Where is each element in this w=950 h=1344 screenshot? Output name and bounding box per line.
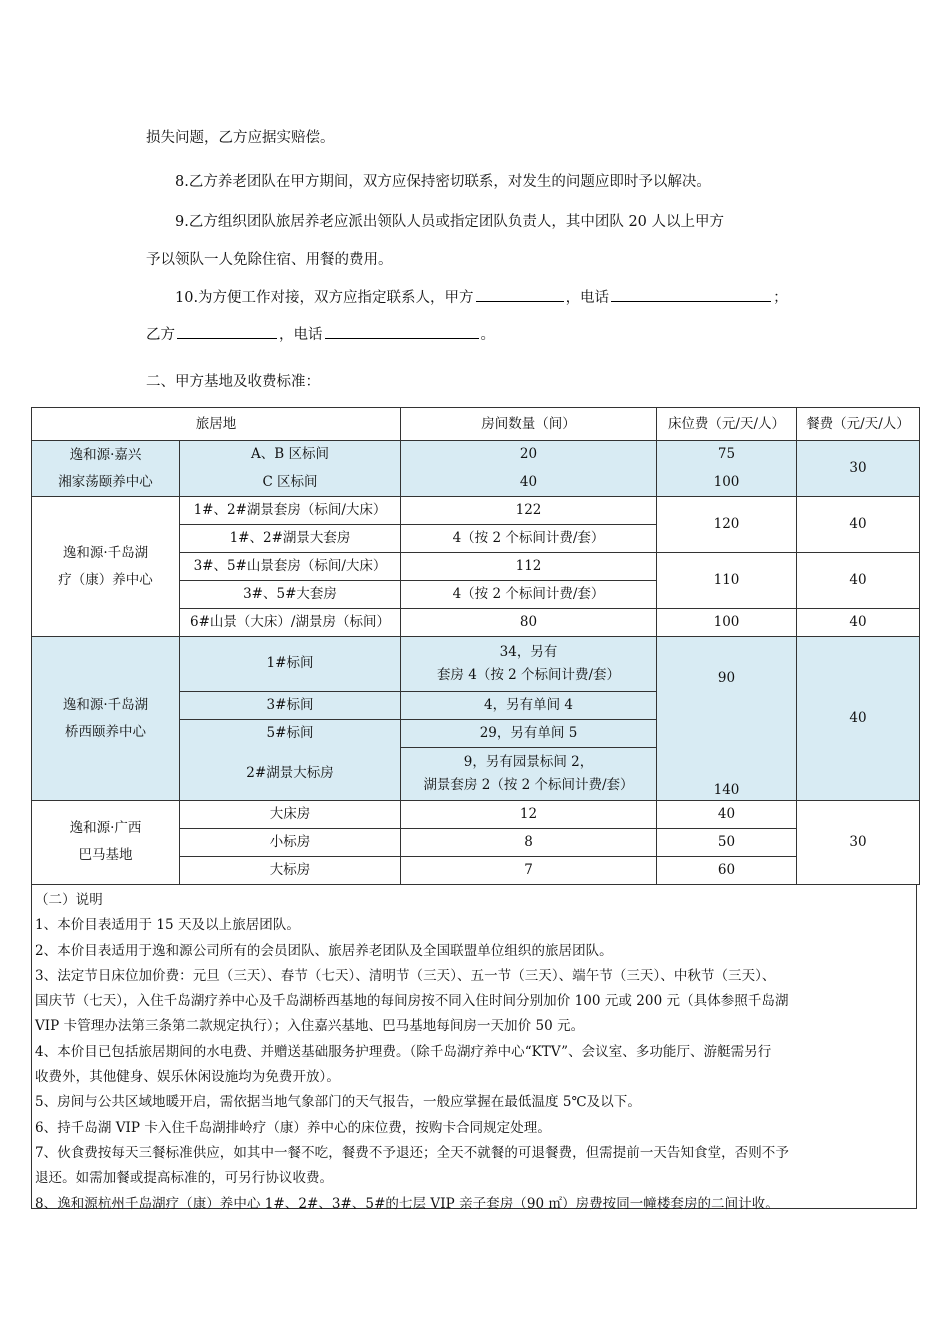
room-count-line: 套房 4（按 2 个标间计费/套） [436,666,621,683]
room-type: 2#湖景大标房 [180,747,401,800]
notes-section [31,884,917,1212]
clause-8: 8.乙方养老团队在甲方期间，双方应保持密切联系，对发生的问题应即时予以解决。 [175,174,711,190]
bed-fee: 75 [657,441,797,469]
clause-10-phone-label-b: ，电话 [279,327,323,343]
meal-fee: 30 [797,441,920,497]
room-count: 7 [401,856,657,884]
meal-fee: 40 [797,609,920,637]
note-line: 收费外，其他健身、娱乐休闲设施均为免费开放）。 [35,1069,340,1086]
bed-fee: 110 [657,553,797,609]
party-a-contact-blank[interactable] [476,287,564,302]
bed-fee: 60 [657,856,797,884]
room-count: 4（按 2 个标间计费/套） [401,581,657,609]
table-row [32,497,920,525]
note-line: 7、伙食费按每天三餐标准供应，如其中一餐不吃，餐费不予退还；全天不就餐的可退餐费，但需提前一天告知食堂，否则不予 [35,1144,789,1161]
base-jiaxing-name-1: 逸和源·嘉兴 [69,446,142,463]
room-type: 1#、2#湖景大套房 [180,525,401,553]
party-b-contact-blank[interactable] [177,324,277,339]
base-qiaoxi [32,637,180,800]
header-rooms: 房间数量（间） [401,408,657,441]
note-line: 6、持千岛湖 VIP 卡入住千岛湖排岭疗（康）养中心的床位费，按购卡合同规定处理。 [35,1119,551,1136]
note-line: VIP 卡管理办法第三条第二款规定执行）；入住嘉兴基地、巴马基地每间房一天加价 50 元。 [35,1018,585,1035]
price-table [31,407,920,885]
room-type: 小标房 [180,828,401,856]
room-type: A、B 区标间 [180,441,401,469]
room-count [401,637,657,691]
clause-10-semicolon: ； [773,290,788,306]
base-qiaoxi-name-1: 逸和源·千岛湖 [62,696,149,713]
bed-fee: 120 [657,497,797,553]
table-row [32,441,920,469]
base-qiaoxi-name-2: 桥西颐养中心 [65,723,146,740]
meal-fee: 30 [797,800,920,884]
table-header-row [32,408,920,441]
clause-10-party-b-label: 乙方 [146,327,175,343]
note-line: 1、本价目表适用于 15 天及以上旅居团队。 [35,917,300,934]
bed-fee: 90 [657,637,797,719]
bed-fee: 100 [657,609,797,637]
meal-fee: 40 [797,553,920,609]
clause-10-line2 [146,324,495,345]
room-count: 8 [401,828,657,856]
room-count: 122 [401,497,657,525]
clause-10-party-a-label: 10.为方便工作对接，双方应指定联系人，甲方 [175,290,474,306]
table-row [32,637,920,691]
room-count: 4（按 2 个标间计费/套） [401,525,657,553]
base-bama-name-1: 逸和源·广西 [69,820,142,837]
section-2-title: 二、甲方基地及收费标准： [146,374,320,390]
text-line-loss: 损失问题，乙方应据实赔偿。 [146,130,335,146]
table-row [32,800,920,828]
note-line: 2、本价目表适用于逸和源公司所有的会员团队、旅居养老团队及全国联盟单位组织的旅居团队。 [35,942,613,959]
meal-fee: 40 [797,497,920,553]
clause-10-line1 [175,287,788,308]
room-type: 6#山景（大床）/湖景房（标间） [180,609,401,637]
notes-title: （二）说明 [35,892,103,908]
room-type: 大标房 [180,856,401,884]
bed-fee: 40 [657,800,797,828]
room-count: 40 [401,469,657,497]
note-line: 5、房间与公共区域地暖开启，需依据当地气象部门的天气报告，一般应掌握在最低温度 5℃及以下。 [35,1094,641,1111]
base-liaoyang-name-2: 疗（康）养中心 [58,571,153,588]
clause-9-line1: 9.乙方组织团队旅居养老应派出领队人员或指定团队负责人，其中团队 20 人以上甲方 [175,214,725,230]
note-line: 3、法定节日床位加价费：元旦（三天）、春节（七天）、清明节（三天）、五一节（三天）、端午节（三天）、中秋节（三天）、 [35,967,776,984]
room-count: 112 [401,553,657,581]
header-meal-fee: 餐费（元/天/人） [797,408,920,441]
base-liaoyang [32,497,180,637]
room-type: 3#、5#大套房 [180,581,401,609]
clause-10-period: 。 [480,327,495,343]
room-count-line: 9，另有园景标间 2， [463,753,594,770]
room-count: 80 [401,609,657,637]
note-line: 4、本价目已包括旅居期间的水电费、并赠送基础服务护理费。（除千岛湖疗养中心“KTV”、会议室、多功能厅、游艇需另行 [35,1043,772,1060]
room-type: 3#标间 [180,691,401,719]
clause-10-phone-label: ，电话 [565,290,610,306]
room-count: 29，另有单间 5 [401,719,657,747]
header-base: 旅居地 [32,408,401,441]
bed-fee: 50 [657,828,797,856]
bed-fee: 140 [657,719,797,800]
room-count-line: 湖景套房 2（按 2 个标间计费/套） [423,776,634,793]
clause-9-line2: 予以领队一人免除住宿、用餐的费用。 [146,252,393,268]
base-liaoyang-name-1: 逸和源·千岛湖 [62,544,149,561]
room-type: 5#标间 [180,719,401,747]
room-count [401,747,657,800]
bed-fee: 100 [657,469,797,497]
meal-fee: 40 [797,637,920,800]
room-type: 1#标间 [180,637,401,691]
room-count: 4，另有单间 4 [401,691,657,719]
note-line: 退还。如需加餐或提高标准的，可另行协议收费。 [35,1170,334,1187]
note-line: 国庆节（七天），入住千岛湖疗养中心及千岛湖桥西基地的每间房按不同入住时间分别加价 100 元或 200 元（具体参照千岛湖 [35,993,789,1010]
room-type: 大床房 [180,800,401,828]
header-bed-fee: 床位费（元/天/人） [657,408,797,441]
room-type: 3#、5#山景套房（标间/大床） [180,553,401,581]
note-line: 8、逸和源杭州千岛湖疗（康）养中心 1#、2#、3#、5#的七层 VIP 亲子套房（90 ㎡）房费按同一幢楼套房的二间计收。 [35,1195,779,1212]
base-bama [32,800,180,884]
base-jiaxing [32,441,180,497]
room-count-line: 34，另有 [499,643,558,660]
room-type: 1#、2#湖景套房（标间/大床） [180,497,401,525]
party-a-phone-blank[interactable] [611,287,771,302]
party-b-phone-blank[interactable] [325,324,479,339]
room-count: 20 [401,441,657,469]
base-bama-name-2: 巴马基地 [78,847,133,864]
base-jiaxing-name-2: 湘家荡颐养中心 [58,473,153,490]
room-type: C 区标间 [180,469,401,497]
room-count: 12 [401,800,657,828]
